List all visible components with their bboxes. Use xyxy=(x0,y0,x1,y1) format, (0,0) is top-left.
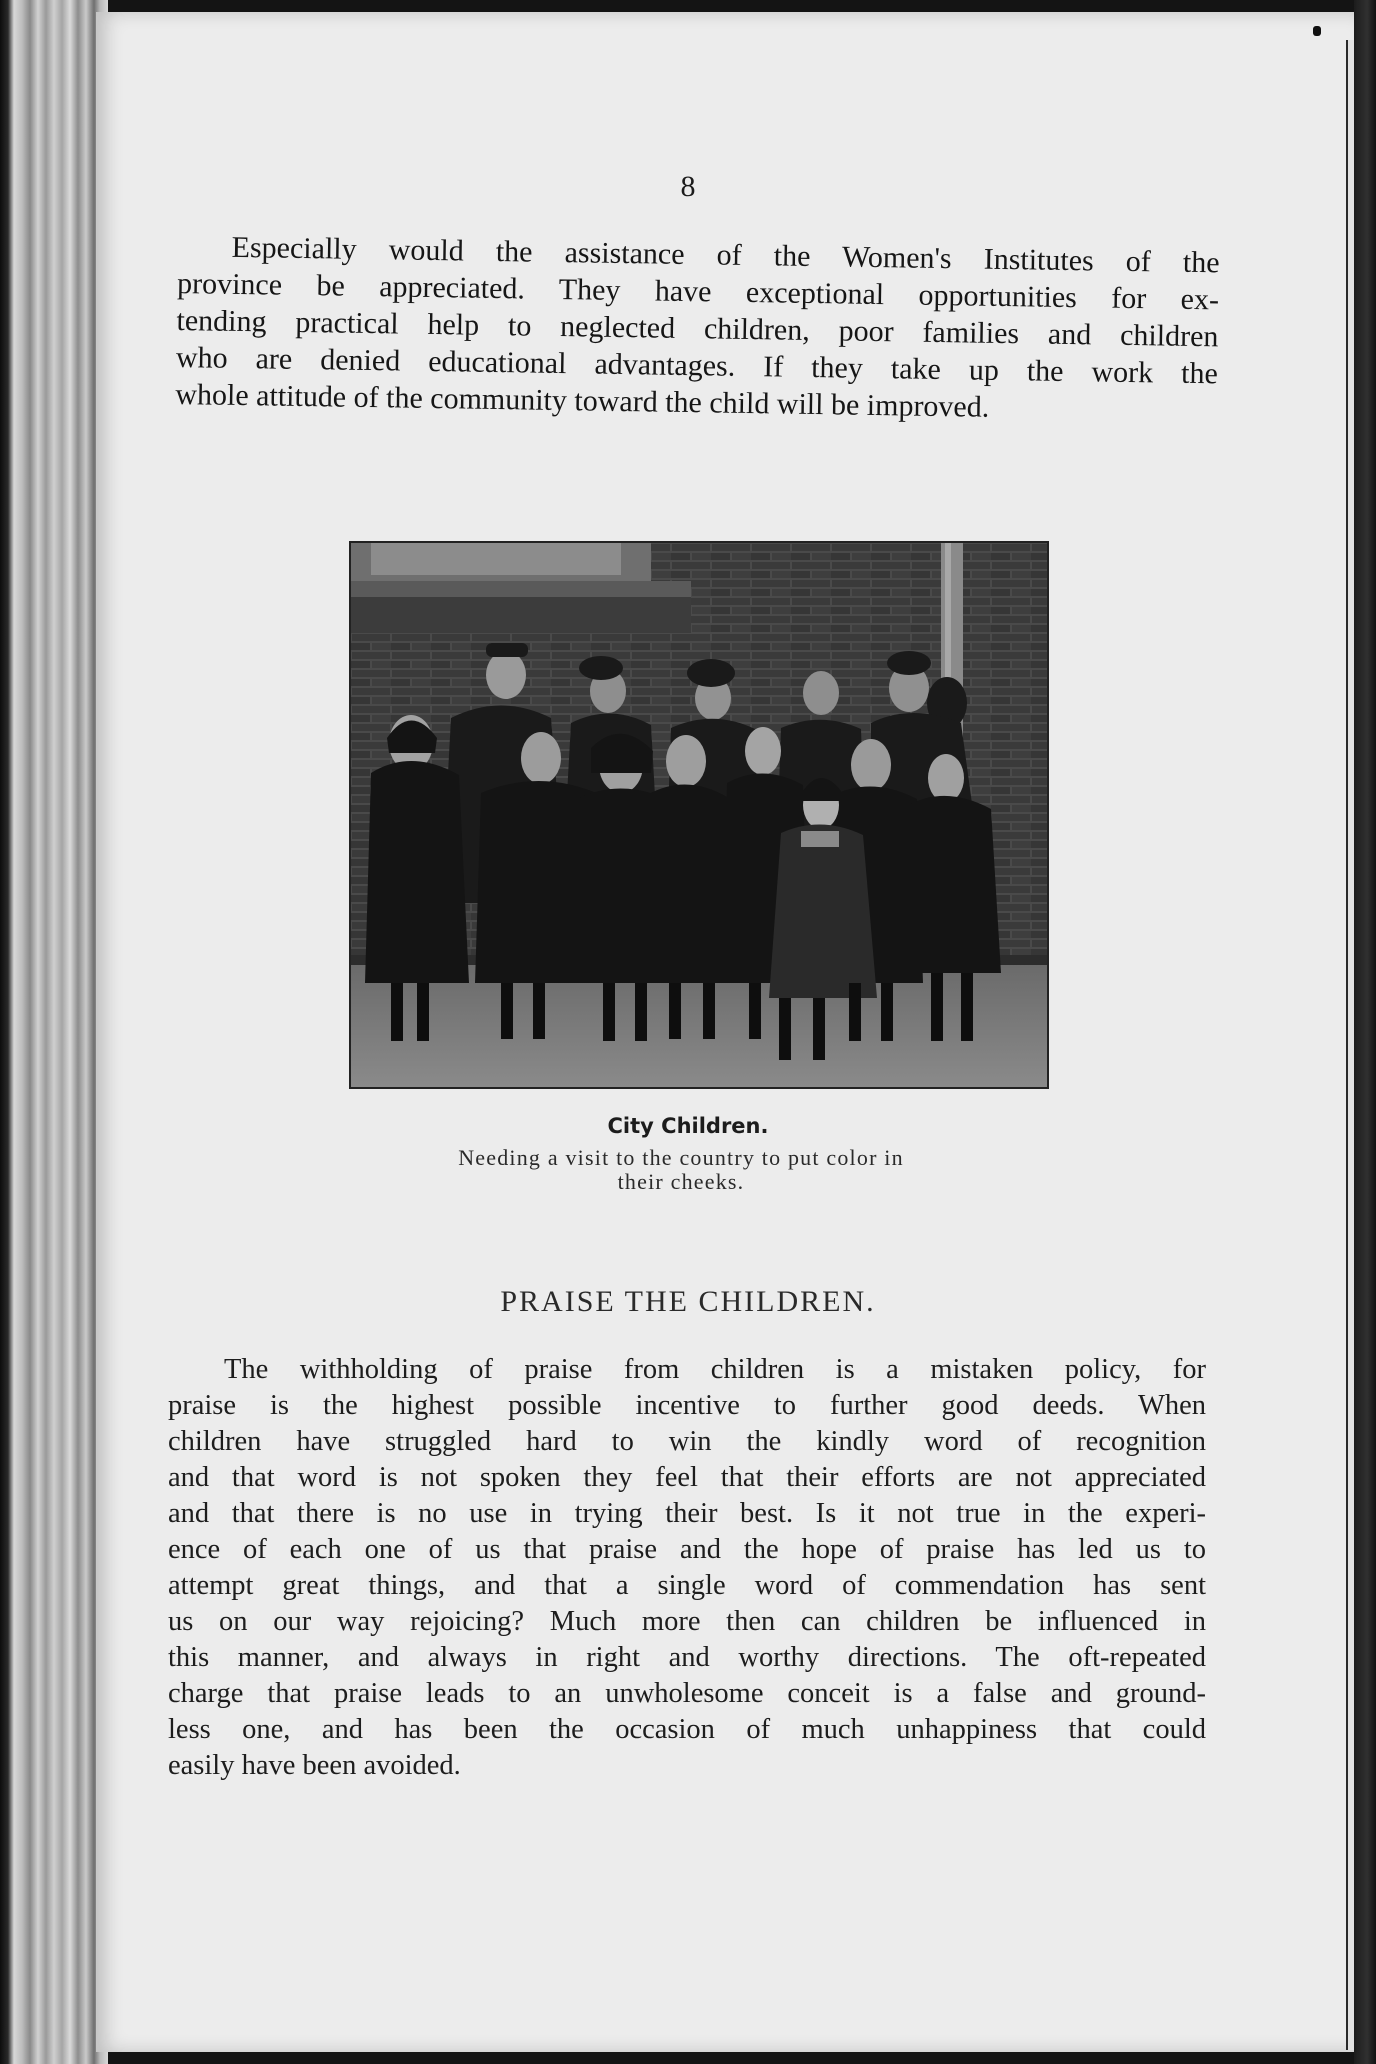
paragraph-line: Especially would the assistance of the Women's Institutes of the xyxy=(231,230,1220,280)
book-spine-edge xyxy=(0,0,108,2064)
paragraph-line: tending practical help to neglected children, poor families and children xyxy=(176,303,1219,354)
paragraph-line: ence of each one of us that praise and the hope of praise has led us to xyxy=(168,1534,1206,1565)
paragraph-line: and that there is no use in trying their best. Is it not true in the experi- xyxy=(168,1498,1206,1529)
paragraph-line: province be appreciated. They have exceptional opportunities for ex- xyxy=(176,266,1220,317)
paragraph-line: and that word is not spoken they feel that their efforts are not appreciated xyxy=(168,1462,1206,1493)
intro-paragraph xyxy=(175,228,1220,429)
paragraph-line: who are denied educational advantages. If they take up the work the xyxy=(175,340,1219,391)
paragraph-line: The withholding of praise from children is a mistaken policy, for xyxy=(224,1354,1206,1385)
page-number: 8 xyxy=(680,170,696,203)
paragraph-line: easily have been avoided. xyxy=(168,1750,461,1781)
caption-line: their cheeks. xyxy=(617,1169,745,1194)
paragraph-line: praise is the highest possible incentive to further good deeds. When xyxy=(168,1390,1206,1421)
paragraph-line: attempt great things, and that a single word of commendation has sent xyxy=(168,1570,1206,1601)
section-heading: PRAISE THE CHILDREN. xyxy=(500,1285,876,1318)
figure-caption-title: City Children. xyxy=(607,1114,769,1138)
paragraph-line: charge that praise leads to an unwholesome conceit is a false and ground- xyxy=(168,1678,1206,1709)
paragraph-line: whole attitude of the community toward the child will be improved. xyxy=(175,377,990,424)
city-children-photograph xyxy=(349,541,1049,1089)
paragraph-line: children have struggled hard to win the kindly word of recognition xyxy=(168,1426,1206,1457)
section-paragraph xyxy=(168,1352,1206,1784)
paragraph-line: less one, and has been the occasion of much unhappiness that could xyxy=(168,1714,1206,1745)
paragraph-line: this manner, and always in right and worthy directions. The oft-repeated xyxy=(168,1642,1206,1673)
scan-border-right xyxy=(1354,0,1376,2064)
caption-line: Needing a visit to the country to put color in xyxy=(458,1145,904,1170)
scan-speck xyxy=(1313,26,1321,36)
figure-caption xyxy=(368,1146,994,1194)
paragraph-line: us on our way rejoicing? Much more then can children be influenced in xyxy=(168,1606,1206,1637)
